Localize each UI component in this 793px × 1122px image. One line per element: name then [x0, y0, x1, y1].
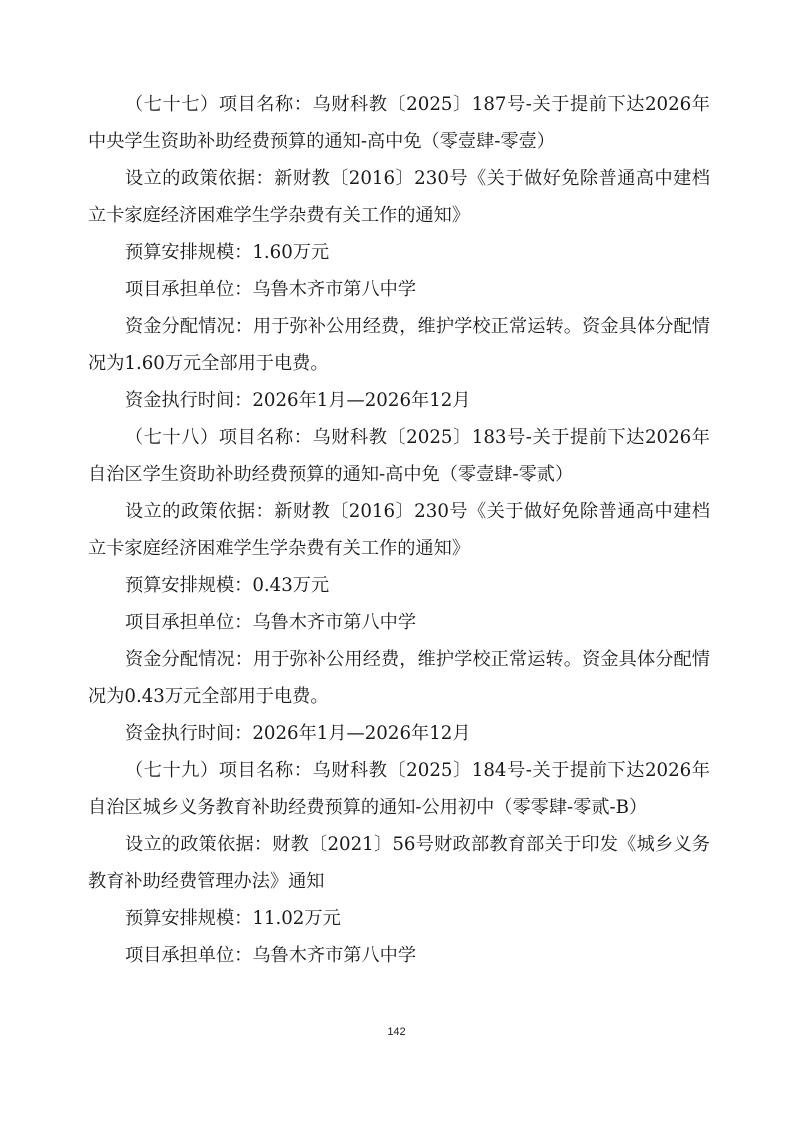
- project-77-unit: 项目承担单位：乌鲁木齐市第八中学: [125, 279, 417, 300]
- project-77-policy-basis: 设立的政策依据：新财教〔2016〕230号《关于做好免除普通高中建档立卡家庭经济困难学生学杂费有关工作的通知》: [88, 168, 710, 226]
- project-77-title: （七十七）项目名称：乌财科教〔2025〕187号-关于提前下达2026年中央学生资助补助经费预算的通知-高中免（零壹肆-零壹）: [88, 94, 710, 152]
- project-78-allocation: 资金分配情况：用于弥补公用经费，维护学校正常运转。资金具体分配情况为0.43万元全部用于电费。: [88, 649, 710, 707]
- page-number: 142: [387, 1026, 406, 1038]
- project-77-allocation: 资金分配情况：用于弥补公用经费，维护学校正常运转。资金具体分配情况为1.60万元全部用于电费。: [88, 316, 710, 374]
- project-78-title: （七十八）项目名称：乌财科教〔2025〕183号-关于提前下达2026年自治区学生资助补助经费预算的通知-高中免（零壹肆-零贰）: [88, 427, 710, 485]
- project-77-budget: 预算安排规模：1.60万元: [125, 242, 330, 263]
- project-78-execution-time: 资金执行时间：2026年1月—2026年12月: [125, 723, 471, 744]
- project-78-unit: 项目承担单位：乌鲁木齐市第八中学: [125, 612, 417, 633]
- document-page: [88, 86, 710, 974]
- project-79-title: （七十九）项目名称：乌财科教〔2025〕184号-关于提前下达2026年自治区城乡义务教育补助经费预算的通知-公用初中（零零肆-零贰-B）: [88, 760, 710, 818]
- project-78-budget: 预算安排规模：0.43万元: [125, 575, 330, 596]
- project-79-budget: 预算安排规模：11.02万元: [125, 908, 341, 929]
- project-79-policy-basis: 设立的政策依据：财教〔2021〕56号财政部教育部关于印发《城乡义务教育补助经费管理办法》通知: [88, 834, 710, 892]
- project-78-policy-basis: 设立的政策依据：新财教〔2016〕230号《关于做好免除普通高中建档立卡家庭经济困难学生学杂费有关工作的通知》: [88, 501, 710, 559]
- project-77-execution-time: 资金执行时间：2026年1月—2026年12月: [125, 390, 471, 411]
- project-79-unit: 项目承担单位：乌鲁木齐市第八中学: [125, 945, 417, 966]
